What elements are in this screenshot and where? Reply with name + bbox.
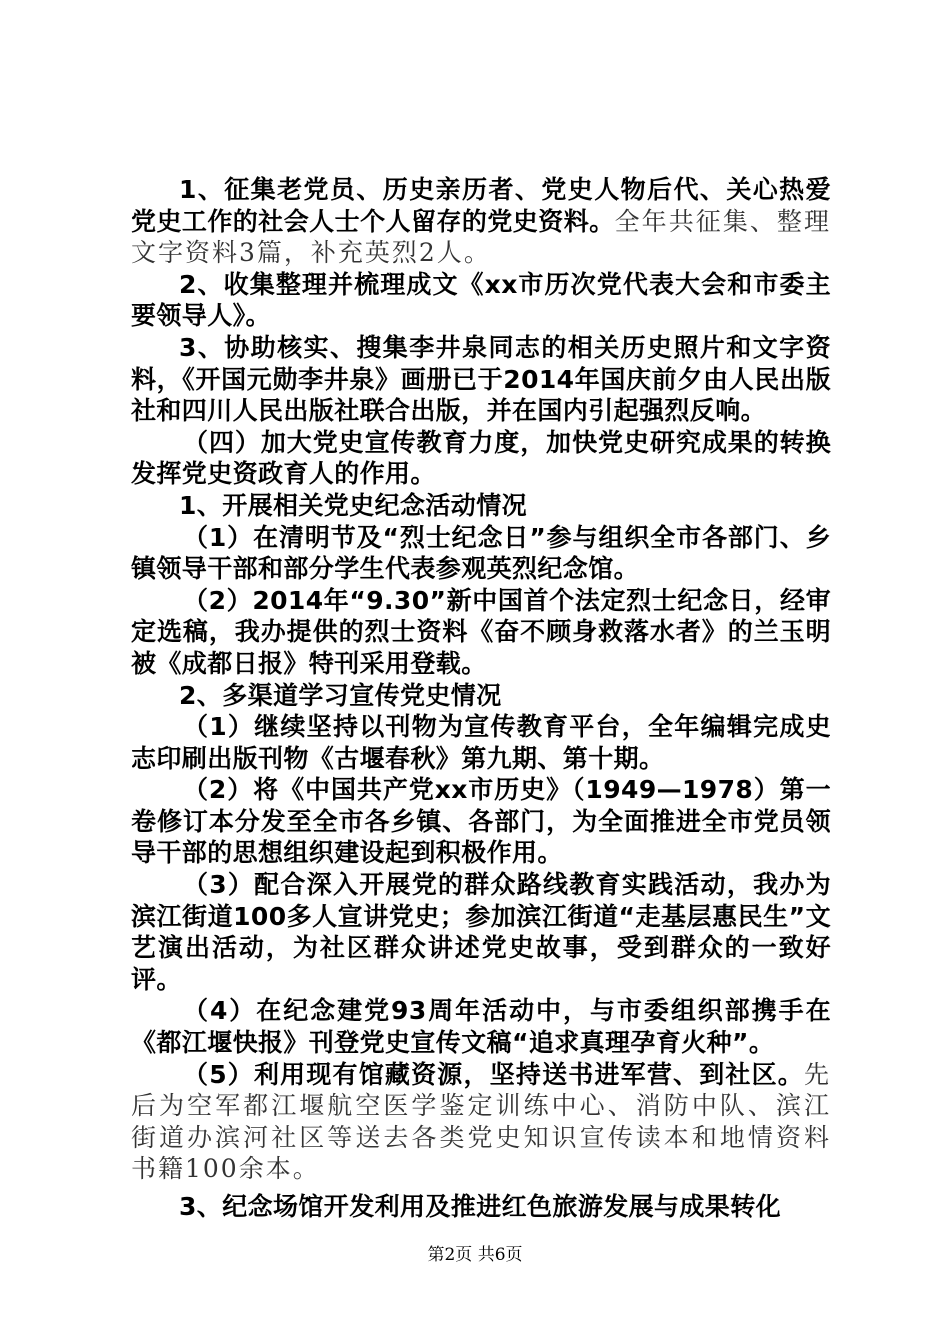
paragraph-13 xyxy=(131,1059,831,1185)
paragraph-text: （2）2014年“9.30”新中国首个法定烈士纪念日，经审定选稿，我办提供的烈士资料《奋不顾身救落水者》的兰玉明被《成都日报》特刊采用登载。 xyxy=(131,585,831,678)
paragraph-text: 2、收集整理并梳理成文《xx市历次党代表大会和市委主要领导人》。 xyxy=(131,269,831,331)
paragraph-text: （2）将《中国共产党xx市历史》（1949—1978）第一卷修订本分发至全市各乡镇、各部门，为全面推进全市党员领导干部的思想组织建设起到积极作用。 xyxy=(131,775,831,868)
paragraph-5 xyxy=(131,490,831,522)
paragraph-3 xyxy=(131,332,831,427)
paragraph-light-text: 全年共征集、整理文字资料3篇，补充英烈2人。 xyxy=(131,206,831,268)
paragraph-6 xyxy=(131,522,831,585)
paragraph-8 xyxy=(131,680,831,712)
paragraph-text: 3、纪念场馆开发利用及推进红色旅游发展与成果转化 xyxy=(179,1192,781,1221)
paragraph-10 xyxy=(131,774,831,869)
paragraph-text: 3、协助核实、搜集李井泉同志的相关历史照片和文字资料，《开国元勋李井泉》画册已于2014年国庆前夕由人民出版社和四川人民出版社联合出版，并在国内引起强烈反响。 xyxy=(131,332,831,426)
paragraph-12 xyxy=(131,995,831,1058)
paragraph-light-text: 先后为空军都江堰航空医学鉴定训练中心、消防中队、滨江街道办滨河社区等送去各类党史知识宣传读本和地情资料书籍100余本。 xyxy=(131,1059,831,1184)
document-body xyxy=(131,174,831,1223)
paragraph-text: （1）继续坚持以刊物为宣传教育平台，全年编辑完成史志印刷出版刊物《古堰春秋》第九期、第十期。 xyxy=(131,712,831,773)
paragraph-text: （4）在纪念建党93周年活动中，与市委组织部携手在《都江堰快报》刊登党史宣传文稿“追求真理孕育火种”。 xyxy=(131,996,831,1058)
paragraph-text: 2、多渠道学习宣传党史情况 xyxy=(179,680,502,710)
paragraph-2 xyxy=(131,269,831,332)
paragraph-14 xyxy=(131,1191,831,1223)
paragraph-9 xyxy=(131,711,831,774)
paragraph-11 xyxy=(131,869,831,995)
paragraph-text: （1）在清明节及“烈士纪念日”参与组织全市各部门、乡镇领导干部和部分学生代表参观英烈纪念馆。 xyxy=(131,522,831,584)
paragraph-4 xyxy=(131,427,831,490)
paragraph-text: （5）利用现有馆藏资源，坚持送书进军营、到社区。 xyxy=(183,1059,804,1089)
paragraph-7 xyxy=(131,585,831,680)
paragraph-text: 1、开展相关党史纪念活动情况 xyxy=(179,490,527,520)
paragraph-text: （四）加大党史宣传教育力度，加快党史研究成果的转换发挥党史资政育人的作用。 xyxy=(131,427,831,489)
paragraph-text: 1、征集老党员、历史亲历者、党史人物后代、关心热爱党史工作的社会人士个人留存的党史资料。 xyxy=(131,175,831,236)
page-footer: 第2页 共6页 xyxy=(427,1245,523,1265)
paragraph-1 xyxy=(131,174,831,269)
paragraph-text: （3）配合深入开展党的群众路线教育实践活动，我办为滨江街道100多人宣讲党史；参加滨江街道“走基层惠民生”文艺演出活动，为社区群众讲述党史故事，受到群众的一致好评。 xyxy=(131,870,831,994)
